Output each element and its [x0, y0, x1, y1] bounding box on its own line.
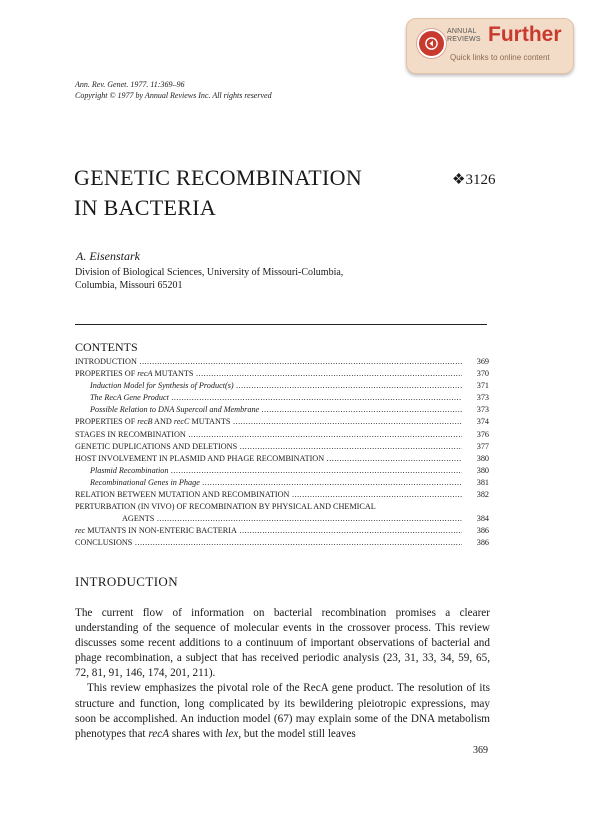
- toc-entry[interactable]: Possible Relation to DNA Supercoil and Membrane ..... 373: [75, 404, 489, 416]
- toc-entry[interactable]: PROPERTIES OF recB AND recC MUTANTS ..... 374: [75, 416, 489, 428]
- toc-entry[interactable]: RELATION BETWEEN MUTATION AND RECOMBINATION ..... 382: [75, 489, 489, 501]
- annual-reviews-logo-icon: [417, 29, 446, 58]
- introduction-heading: INTRODUCTION: [75, 574, 179, 589]
- toc-entry[interactable]: INTRODUCTION ..... 369: [75, 356, 489, 368]
- contents-heading: CONTENTS: [75, 340, 138, 354]
- section-divider: [75, 324, 487, 325]
- toc-entry[interactable]: PROPERTIES OF recA MUTANTS ..... 370: [75, 368, 489, 380]
- citation-line: Ann. Rev. Genet. 1977. 11:369–96: [75, 80, 185, 89]
- article-code: ❖3126: [452, 172, 496, 188]
- paragraph: The current flow of information on bacterial recombination promises a clearer understanding of the sequence of molecular events in the crossover process. This review discusses some recent additions to a continuum of important observations of bacterial and phage recombination, a subject that has received periodic analysis (23, 31, 33, 34, 59, 65, 72, 81, 91, 146, 174, 201, 211).: [75, 607, 490, 680]
- author-name: A. Eisenstark: [76, 249, 140, 263]
- article-title: GENETIC RECOMBINATION IN BACTERIA: [74, 165, 363, 220]
- badge-subtitle: Quick links to online content: [450, 53, 550, 62]
- table-of-contents: [75, 356, 489, 550]
- toc-entry-continued[interactable]: AGENTS ..... 384: [75, 513, 489, 525]
- badge-title: Further: [488, 23, 562, 46]
- toc-entry[interactable]: Induction Model for Synthesis of Product(s) ..... 371: [75, 380, 489, 392]
- toc-entry[interactable]: Recombinational Genes in Phage ..... 381: [75, 477, 489, 489]
- toc-entry[interactable]: GENETIC DUPLICATIONS AND DELETIONS ..... 377: [75, 441, 489, 453]
- copyright-line: Copyright © 1977 by Annual Reviews Inc. All rights reserved: [75, 91, 272, 100]
- toc-entry[interactable]: rec MUTANTS IN NON-ENTERIC BACTERIA ..... 386: [75, 525, 489, 537]
- paragraph: This review emphasizes the pivotal role of the RecA gene product. The resolution of its structure and function, long complicated by its bewildering pleiotropic expressions, may soon be accomplished. An induction model (67) may explain some of the DNA metabolism phenotypes that recA shares with lex, but the model still leaves: [75, 682, 490, 740]
- introduction-body: [75, 606, 490, 742]
- toc-entry[interactable]: The RecA Gene Product ..... 373: [75, 392, 489, 404]
- author-affiliation: Division of Biological Sciences, University of Missouri-Columbia, Columbia, Missouri 65201: [75, 267, 344, 291]
- journal-citation: [75, 79, 272, 101]
- badge-brand: ANNUAL REVIEWS: [447, 28, 481, 43]
- page-number: 369: [473, 745, 488, 756]
- annual-reviews-further-badge[interactable]: [406, 18, 574, 74]
- toc-entry[interactable]: CONCLUSIONS ..... 386: [75, 537, 489, 549]
- toc-entry[interactable]: Plasmid Recombination ..... 380: [75, 465, 489, 477]
- toc-entry[interactable]: PERTURBATION (IN VIVO) OF RECOMBINATION BY PHYSICAL AND CHEMICAL: [75, 502, 376, 512]
- toc-entry[interactable]: HOST INVOLVEMENT IN PLASMID AND PHAGE RECOMBINATION ..... 380: [75, 453, 489, 465]
- toc-entry[interactable]: STAGES IN RECOMBINATION ..... 376: [75, 429, 489, 441]
